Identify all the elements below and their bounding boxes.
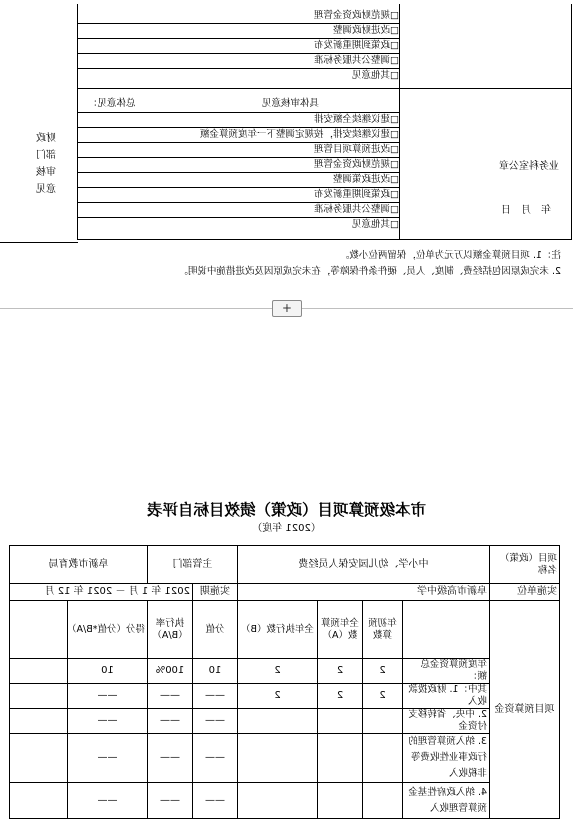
row-label: 3. 纳入预算管理的行政事业性收费等非税收入	[403, 734, 490, 783]
option-item: □规范财政资金管理	[78, 9, 399, 24]
cell-initial	[363, 709, 403, 734]
col-header-rate: 执行率（B/A）	[148, 601, 193, 659]
option-item: □调整公共服务标准	[78, 54, 399, 69]
eval-table	[9, 545, 560, 819]
cell-annual: 2	[318, 684, 363, 709]
cell-rate: ——	[148, 734, 193, 783]
cell-initial	[363, 783, 403, 819]
options-a-cell	[78, 4, 400, 89]
project-name-value: 中小学、幼儿园安保人员经费	[238, 546, 490, 584]
dept-label-line: 审核	[36, 167, 56, 178]
option-item: □政策到期重新发布	[78, 39, 399, 54]
cell-blank	[10, 783, 68, 819]
option-item: □其他意见	[352, 70, 399, 81]
supervisor-label: 主管部门	[148, 546, 238, 584]
office-seal-label: 业务科室公章	[499, 161, 559, 172]
note-1: 注：1. 项目预算金额以万元为单位，保留两位小数。	[339, 250, 561, 261]
option-item: □建议继续安排，按规定调整下一年度预算金额	[78, 128, 399, 143]
cell-rate: ——	[148, 684, 193, 709]
review-table	[77, 4, 572, 240]
cell-points: ——	[68, 734, 148, 783]
project-name-label: 项目（政策）名称	[490, 546, 560, 584]
cell-rate: ——	[148, 709, 193, 734]
dept-label-line: 财政	[36, 133, 56, 144]
cell-annual	[318, 734, 363, 783]
row-label: 其中：1. 财政拨款收入	[403, 684, 490, 709]
form-title: 市本级预算项目（政策）绩效目标自评表	[147, 500, 427, 519]
row-label: 4. 纳入政府性基金预算管理收入	[403, 783, 490, 819]
blank-cell	[400, 4, 572, 89]
dept-label-column	[0, 4, 78, 243]
cell-points: ——	[68, 709, 148, 734]
cell-score: ——	[193, 734, 238, 783]
budget-label: 项目预算资金	[490, 601, 560, 819]
dept-label-line: 部门	[36, 150, 56, 161]
finance-review-cell	[78, 89, 400, 240]
cell-executed	[238, 783, 318, 819]
cell-annual	[318, 783, 363, 819]
finance-overall: 总体意见：	[88, 98, 136, 109]
option-item: □建议继续全额安排	[78, 113, 399, 128]
impl-unit-label: 实施单位	[490, 584, 560, 601]
option-item: □其他意见	[352, 219, 399, 230]
cell-initial: 2	[363, 684, 403, 709]
header-blank	[403, 601, 490, 659]
cell-annual: 2	[318, 659, 363, 684]
option-item: □改进财政调整	[78, 24, 399, 39]
cell-blank	[10, 734, 68, 783]
office-seal-cell	[400, 89, 572, 240]
impl-period-value: 2021 年 1 月 － 2021 年 12 月	[10, 584, 193, 601]
cell-rate: ——	[148, 783, 193, 819]
impl-unit-value: 阜新市高级中学	[238, 584, 490, 601]
col-header-executed: 全年执行数（B）	[238, 601, 318, 659]
option-item: □改进预算项目管理	[78, 143, 399, 158]
cell-initial	[363, 734, 403, 783]
cell-executed: 2	[238, 684, 318, 709]
cell-blank	[10, 659, 68, 684]
col-header-initial: 年初预算数	[363, 601, 403, 659]
impl-period-label: 实施期	[193, 584, 238, 601]
cell-annual	[318, 709, 363, 734]
cell-score: ——	[193, 684, 238, 709]
expand-button[interactable]: +	[272, 300, 302, 317]
option-item: □改进政策调整	[78, 173, 399, 188]
option-item: □规范财政资金管理	[78, 158, 399, 173]
supervisor-value: 阜新市教育局	[10, 546, 148, 584]
option-item: □政策到期重新发布	[78, 188, 399, 203]
cell-points: 10	[68, 659, 148, 684]
cell-blank	[10, 709, 68, 734]
cell-blank	[10, 684, 68, 709]
cell-points: ——	[68, 783, 148, 819]
col-header-points: 得分（分值*B/A）	[68, 601, 148, 659]
cell-score: ——	[193, 783, 238, 819]
table-row	[10, 684, 560, 709]
row-label: 年度预算资金总额：	[403, 659, 490, 684]
dept-review-label	[34, 130, 58, 198]
table-row	[10, 709, 560, 734]
note-2: 2. 未完成原因包括经费、制度、人员、硬件条件保障等，在未完成原因及改进措施中说明。	[178, 266, 561, 277]
cell-initial: 2	[363, 659, 403, 684]
dept-label-line: 意见	[36, 184, 56, 195]
col-header-score: 分值	[193, 601, 238, 659]
option-item: □调整公共服务标准	[78, 203, 399, 218]
table-row	[10, 783, 560, 819]
cell-executed	[238, 734, 318, 783]
table-row	[10, 734, 560, 783]
form-year: （2021 年度）	[252, 523, 321, 534]
header-blank	[10, 601, 68, 659]
cell-score: 10	[193, 659, 238, 684]
cell-rate: 100%	[148, 659, 193, 684]
cell-score: ——	[193, 709, 238, 734]
cell-executed: 2	[238, 659, 318, 684]
col-header-annual: 全年预算数（A）	[318, 601, 363, 659]
cell-executed	[238, 709, 318, 734]
form-title-block	[0, 498, 573, 520]
row-label: 2. 中央、省转移支付资金	[403, 709, 490, 734]
table-row	[10, 659, 560, 684]
cell-points: ——	[68, 684, 148, 709]
date-label: 年 月 日	[501, 205, 551, 216]
finance-header: 具体审核意见	[261, 98, 319, 109]
